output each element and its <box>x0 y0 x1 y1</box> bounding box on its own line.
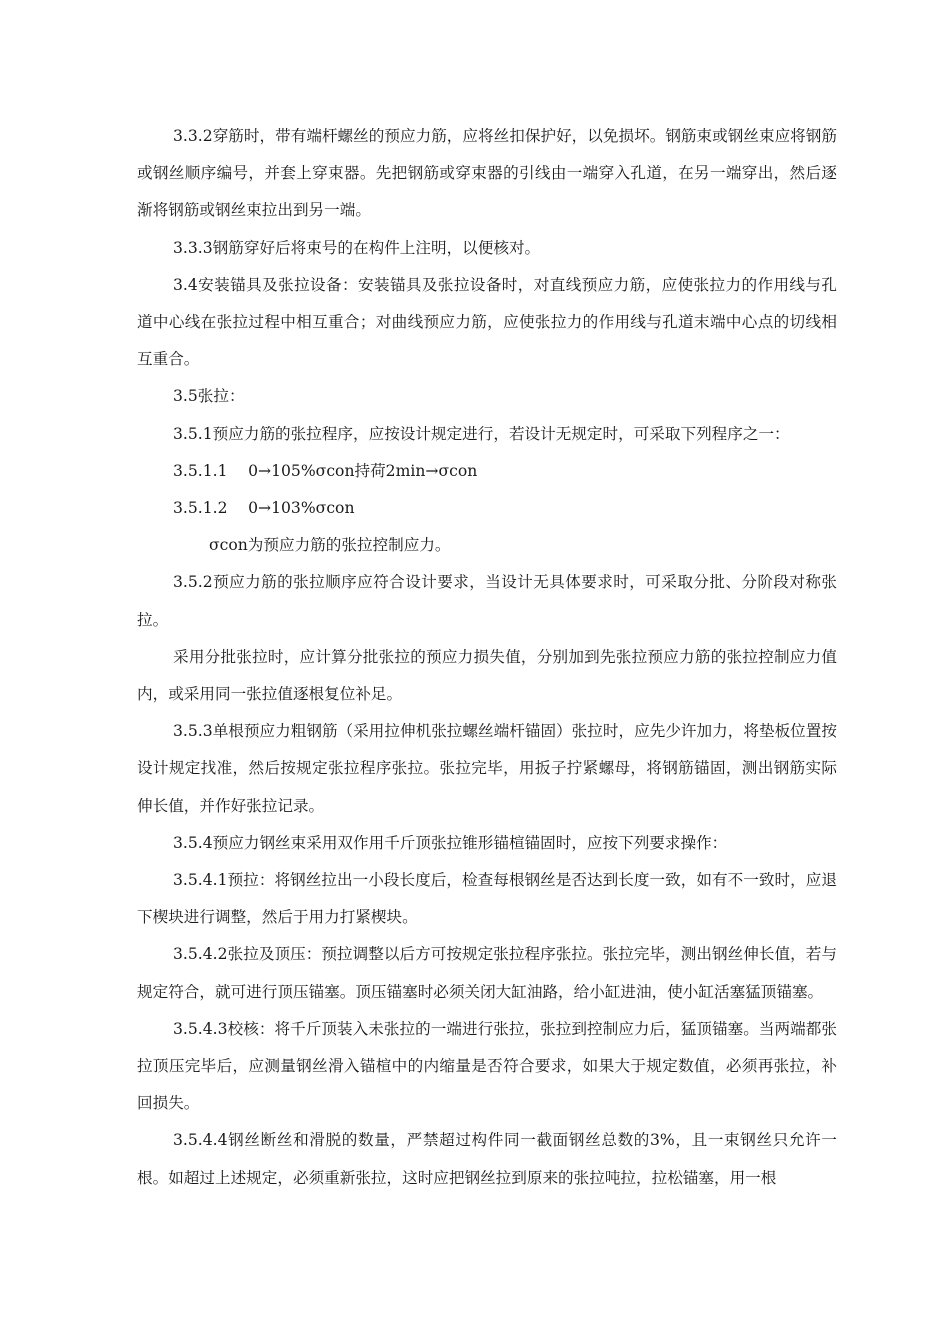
paragraph-3-5-4-4: 3.5.4.4钢丝断丝和滑脱的数量，严禁超过构件同一截面钢丝总数的3%，且一束钢丝只允许一根。如超过上述规定，必须重新张拉，这时应把钢丝拉到原来的张拉吨拉，拉松锚塞，用一根 <box>137 1131 837 1187</box>
paragraph-3-5-1: 3.5.1预应力筋的张拉程序，应按设计规定进行，若设计无规定时，可采取下列程序之一： <box>173 424 790 443</box>
paragraph-3-5-3: 3.5.3单根预应力粗钢筋（采用拉伸机张拉螺丝端杆锚固）张拉时，应先少许加力，将垫板位置按设计规定找准，然后按规定张拉程序张拉。张拉完毕，用扳子拧紧螺母，将钢筋锚固，测出钢筋实际伸长值，并作好张拉记录。 <box>137 722 837 815</box>
paragraph-3-5: 3.5张拉： <box>173 387 245 406</box>
paragraph-3-5-4-2: 3.5.4.2张拉及顶压：预拉调整以后方可按规定张拉程序张拉。张拉完毕，测出钢丝伸长值，若与规定符合，就可进行顶压锚塞。顶压锚塞时必须关闭大缸油路，给小缸进油，使小缸活塞猛顶锚塞。 <box>137 945 837 1001</box>
paragraph-3-5-1-2: 3.5.1.2 0→103%σcon <box>173 499 355 518</box>
paragraph-3-5-1-1: 3.5.1.1 0→105%σcon持荷2min→σcon <box>173 461 478 480</box>
paragraph-3-5-2: 3.5.2预应力筋的张拉顺序应符合设计要求，当设计无具体要求时，可采取分批、分阶段对称张拉。 <box>137 573 837 629</box>
paragraph-3-5-4-1: 3.5.4.1预拉：将钢丝拉出一小段长度后，检查每根钢丝是否达到长度一致，如有不一致时，应退下楔块进行调整，然后于用力打紧楔块。 <box>137 871 837 927</box>
paragraph-3-5-4: 3.5.4预应力钢丝束采用双作用千斤顶张拉锥形锚楦锚固时，应按下列要求操作： <box>173 833 728 852</box>
paragraph-sigma-note: σcon为预应力筋的张拉控制应力。 <box>209 536 451 555</box>
paragraph-3-3-3: 3.3.3钢筋穿好后将束号的在构件上注明，以便核对。 <box>173 238 541 257</box>
paragraph-3-5-4-3: 3.5.4.3校核：将千斤顶装入未张拉的一端进行张拉，张拉到控制应力后，猛顶锚塞。当两端都张拉顶压完毕后，应测量钢丝滑入锚楦中的内缩量是否符合要求，如果大于规定数值，必须再张拉，补回损失。 <box>137 1019 837 1113</box>
paragraph-3-4: 3.4安装锚具及张拉设备：安装锚具及张拉设备时，对直线预应力筋，应使张拉力的作用线与孔道中心线在张拉过程中相互重合；对曲线预应力筋，应使张拉力的作用线与孔道末端中心点的切线相互重合。 <box>137 275 837 369</box>
paragraph-3-3-2: 3.3.2穿筋时，带有端杆螺丝的预应力筋，应将丝扣保护好，以免损坏。钢筋束或钢丝束应将钢筋或钢丝顺序编号，并套上穿束器。先把钢筋或穿束器的引线由一端穿入孔道，在另一端穿出，然后逐渐将钢筋或钢丝束拉出到另一端。 <box>137 127 837 220</box>
paragraph-batch-tension: 采用分批张拉时，应计算分批张拉的预应力损失值，分别加到先张拉预应力筋的张拉控制应力值内，或采用同一张拉值逐根复位补足。 <box>137 647 837 704</box>
document-body <box>137 118 837 1197</box>
